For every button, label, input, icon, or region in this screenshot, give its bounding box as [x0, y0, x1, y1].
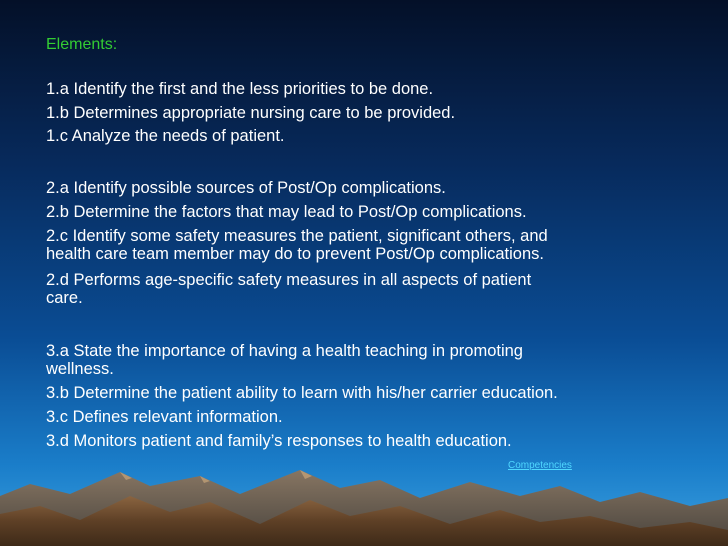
- element-3c: [46, 408, 728, 426]
- element-3a-line-1: 3.a State the importance of having a health teaching in promoting: [46, 342, 523, 360]
- element-3b: [46, 384, 728, 402]
- element-1c: [46, 127, 728, 145]
- element-3c-line-1: 3.c Defines relevant information.: [46, 408, 283, 426]
- element-2d-line-2: care.: [46, 289, 83, 307]
- element-2d: [46, 271, 728, 307]
- element-1c-line-1: 1.c Analyze the needs of patient.: [46, 127, 285, 145]
- element-2b: [46, 203, 728, 221]
- mountain-range-decoration: [0, 436, 728, 546]
- element-1a-line-1: 1.a Identify the first and the less priorities to be done.: [46, 80, 434, 98]
- element-2d-line-1: 2.d Performs age-specific safety measures in all aspects of patient: [46, 271, 532, 289]
- competencies-link[interactable]: Competencies: [508, 460, 572, 471]
- element-3d-line-1: 3.d Monitors patient and family’s responses to health education.: [46, 432, 512, 450]
- element-2c-line-1: 2.c Identify some safety measures the patient, significant others, and: [46, 227, 548, 245]
- element-1b: [46, 104, 728, 122]
- element-2c: [46, 227, 728, 263]
- element-2b-line-1: 2.b Determine the factors that may lead to Post/Op complications.: [46, 203, 527, 221]
- element-1a: [46, 80, 728, 98]
- element-2c-line-2: health care team member may do to prevent Post/Op complications.: [46, 245, 544, 263]
- element-3b-line-1: 3.b Determine the patient ability to learn with his/her carrier education.: [46, 384, 558, 402]
- element-1b-line-1: 1.b Determines appropriate nursing care to be provided.: [46, 104, 456, 122]
- slide-heading: Elements:: [46, 36, 118, 53]
- element-2a: [46, 179, 728, 197]
- element-2a-line-1: 2.a Identify possible sources of Post/Op complications.: [46, 179, 446, 197]
- element-3a: [46, 342, 728, 378]
- element-3a-line-2: wellness.: [46, 360, 114, 378]
